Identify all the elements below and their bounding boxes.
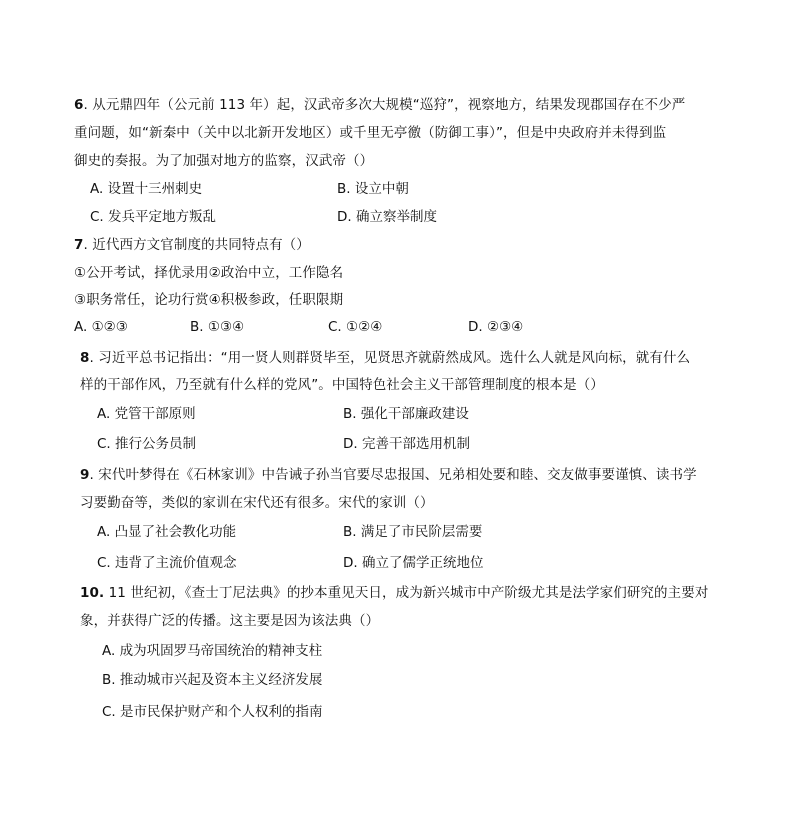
q9-option-a: A. 凸显了社会教化功能 — [97, 524, 237, 540]
q6-text-1: . 从元鼎四年（公元前 113 年）起，汉武帝多次大规模“巡狩”，视察地方，结果发现郡国存在不少严 — [83, 97, 686, 113]
q8-option-d: D. 完善干部选用机制 — [343, 436, 470, 452]
q8-line-1 — [80, 349, 690, 367]
q7-option-a: A. ①②③ — [74, 319, 128, 335]
q9-option-d: D. 确立了儒学正统地位 — [343, 555, 484, 571]
q8-option-c: C. 推行公务员制 — [97, 436, 197, 452]
q7-line-1 — [74, 236, 310, 254]
q9-line-2: 习要勤奋等，类似的家训在宋代还有很多。宋代的家训（） — [80, 495, 434, 511]
q6-line-2: 重问题，如“新秦中（关中以北新开发地区）或千里无亭徼（防御工事）”，但是中央政府并未得到监 — [74, 125, 667, 141]
q6-option-d: D. 确立察举制度 — [337, 209, 437, 225]
q10-line-1 — [80, 584, 708, 602]
q7-option-b: B. ①③④ — [190, 319, 245, 335]
q10-line-2: 象，并获得广泛的传播。这主要是因为该法典（） — [80, 613, 380, 629]
q9-text-1: . 宋代叶梦得在《石林家训》中告诫子孙当官要尽忠报国、兄弟相处要和睦、交友做事要谨慎、读书学 — [89, 467, 697, 483]
q9-option-b: B. 满足了市民阶层需要 — [343, 524, 483, 540]
q6-option-c: C. 发兵平定地方叛乱 — [90, 209, 217, 225]
q10-option-b: B. 推动城市兴起及资本主义经济发展 — [102, 672, 323, 688]
q10-number: 10. — [80, 585, 105, 601]
q8-option-b: B. 强化干部廉政建设 — [343, 406, 469, 422]
q7-option-c: C. ①②④ — [328, 319, 383, 335]
q8-line-2: 样的干部作风，乃至就有什么样的党风”。中国特色社会主义干部管理制度的根本是（） — [80, 377, 604, 393]
q6-line-3: 御史的奏报。为了加强对地方的监察，汉武帝（） — [74, 153, 374, 169]
q7-items-line-2: ③职务常任，论功行赏④积极参政，任职限期 — [74, 292, 344, 308]
q9-option-c: C. 违背了主流价值观念 — [97, 555, 237, 571]
q7-items-line-1: ①公开考试，择优录用②政治中立，工作隐名 — [74, 265, 344, 281]
q8-number: 8 — [80, 350, 90, 366]
q10-option-c: C. 是市民保护财产和个人权利的指南 — [102, 704, 323, 720]
q7-text-1: . 近代西方文官制度的共同特点有（） — [83, 237, 310, 253]
q8-option-a: A. 党管干部原则 — [97, 406, 196, 422]
q6-number: 6 — [74, 97, 84, 113]
q8-text-1: . 习近平总书记指出：“用一贤人则群贤毕至，见贤思齐就蔚然成风。选什么人就是风向标，就有什么 — [89, 350, 691, 366]
q6-line-1 — [74, 96, 685, 114]
q7-number: 7 — [74, 237, 84, 253]
q9-line-1 — [80, 466, 697, 484]
q6-option-b: B. 设立中朝 — [337, 181, 409, 197]
q7-option-d: D. ②③④ — [468, 319, 524, 335]
q9-number: 9 — [80, 467, 90, 483]
q10-text-1: 11 世纪初，《查士丁尼法典》的抄本重见天日，成为新兴城市中产阶级尤其是法学家们研究的主要对 — [104, 585, 709, 601]
q6-option-a: A. 设置十三州刺史 — [90, 181, 203, 197]
q10-option-a: A. 成为巩固罗马帝国统治的精神支柱 — [102, 643, 323, 659]
